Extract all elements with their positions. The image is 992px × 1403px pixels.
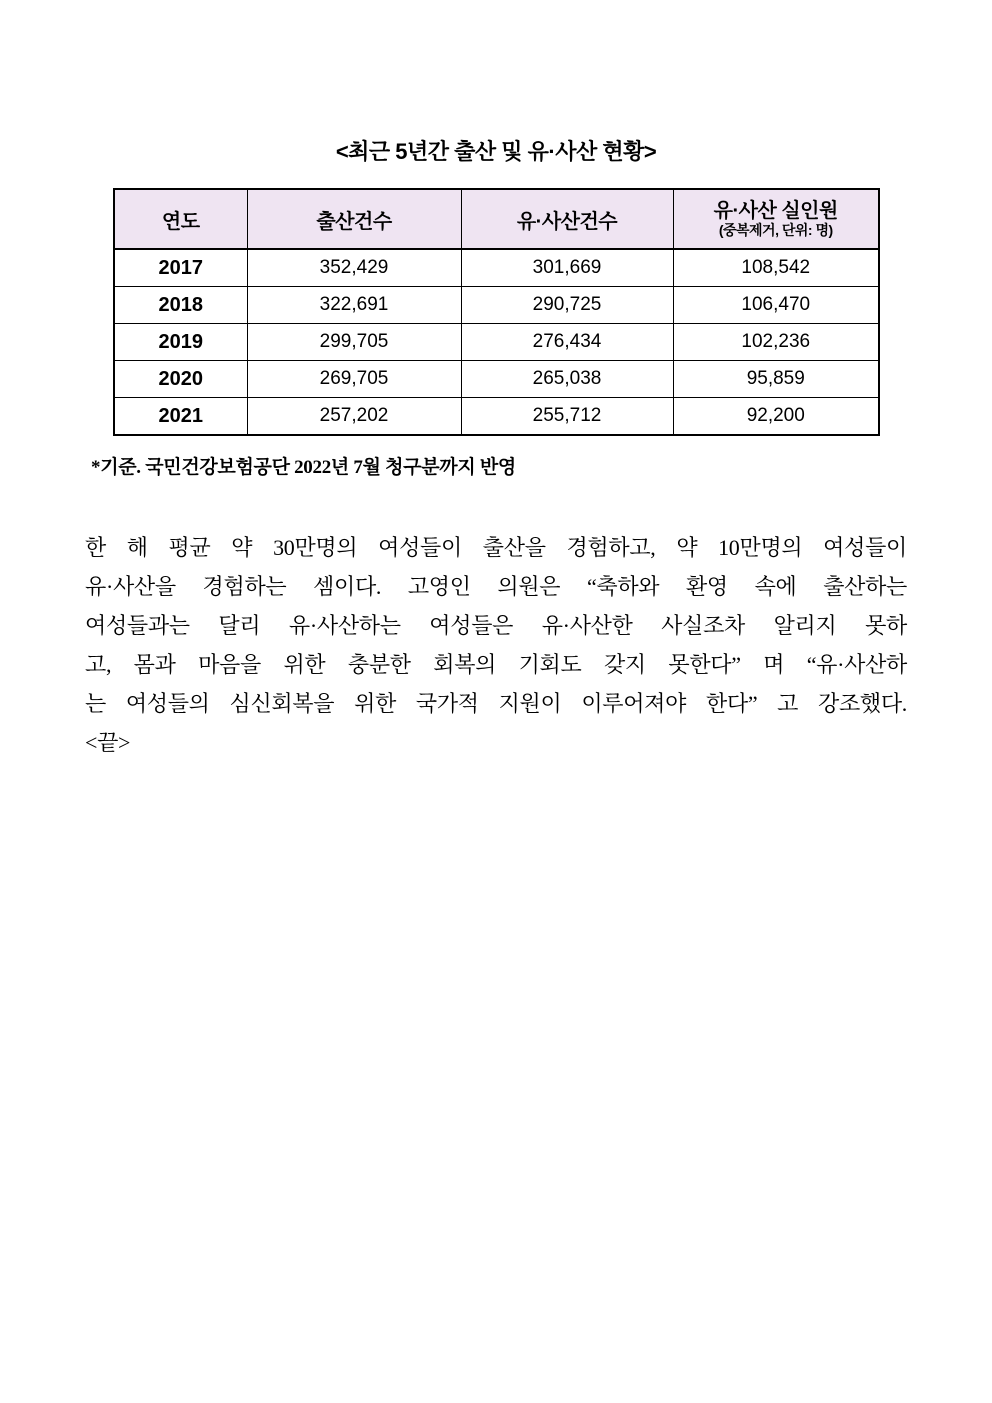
col-header-actual	[673, 189, 879, 249]
table-row	[114, 324, 879, 361]
miscarriage-cell: 301,669	[461, 249, 673, 287]
miscarriage-cell: 265,038	[461, 361, 673, 398]
actual-cell: 92,200	[673, 398, 879, 436]
actual-cell: 102,236	[673, 324, 879, 361]
actual-cell: 108,542	[673, 249, 879, 287]
actual-cell: 106,470	[673, 287, 879, 324]
actual-cell: 95,859	[673, 361, 879, 398]
miscarriage-cell: 290,725	[461, 287, 673, 324]
year-cell: 2020	[114, 361, 247, 398]
births-cell: 257,202	[247, 398, 461, 436]
col-header-miscarriage: 유·사산건수	[461, 189, 673, 249]
paragraph-line: 는 여성들의 심신회복을 위한 국가적 지원이 이루어져야 한다” 고 강조했다.	[85, 691, 907, 716]
col-header-births: 출산건수	[247, 189, 461, 249]
footnote: *기준. 국민건강보험공단 2022년 7월 청구분까지 반영	[91, 457, 516, 478]
year-cell: 2017	[114, 249, 247, 287]
table-row	[114, 361, 879, 398]
paragraph-line: 여성들과는 달리 유·사산하는 여성들은 유·사산한 사실조차 알리지 못하	[85, 613, 907, 638]
births-cell: 269,705	[247, 361, 461, 398]
year-cell: 2018	[114, 287, 247, 324]
col-header-year: 연도	[114, 189, 247, 249]
miscarriage-cell: 255,712	[461, 398, 673, 436]
table-row	[114, 249, 879, 287]
actual-sub-label: (중복제거, 단위: 명)	[718, 222, 833, 238]
miscarriage-cell: 276,434	[461, 324, 673, 361]
births-cell: 322,691	[247, 287, 461, 324]
table-row	[114, 398, 879, 436]
births-cell: 352,429	[247, 249, 461, 287]
end-mark: <끝>	[85, 730, 131, 755]
document-title: <최근 5년간 출산 및 유·사산 현황>	[335, 139, 657, 164]
statistics-table	[113, 188, 880, 436]
actual-main-label: 유·사산 실인원	[713, 200, 838, 222]
births-cell: 299,705	[247, 324, 461, 361]
table-row	[114, 287, 879, 324]
table-header-row	[114, 189, 879, 249]
year-cell: 2019	[114, 324, 247, 361]
paragraph-line: 유·사산을 경험하는 셈이다. 고영인 의원은 “축하와 환영 속에 출산하는	[85, 574, 907, 599]
year-cell: 2021	[114, 398, 247, 436]
body-paragraph	[85, 528, 907, 762]
paragraph-line: 한 해 평균 약 30만명의 여성들이 출산을 경험하고, 약 10만명의 여성들이	[85, 535, 907, 560]
paragraph-line: 고, 몸과 마음을 위한 충분한 회복의 기회도 갖지 못한다” 며 “유·사산하	[85, 652, 907, 677]
